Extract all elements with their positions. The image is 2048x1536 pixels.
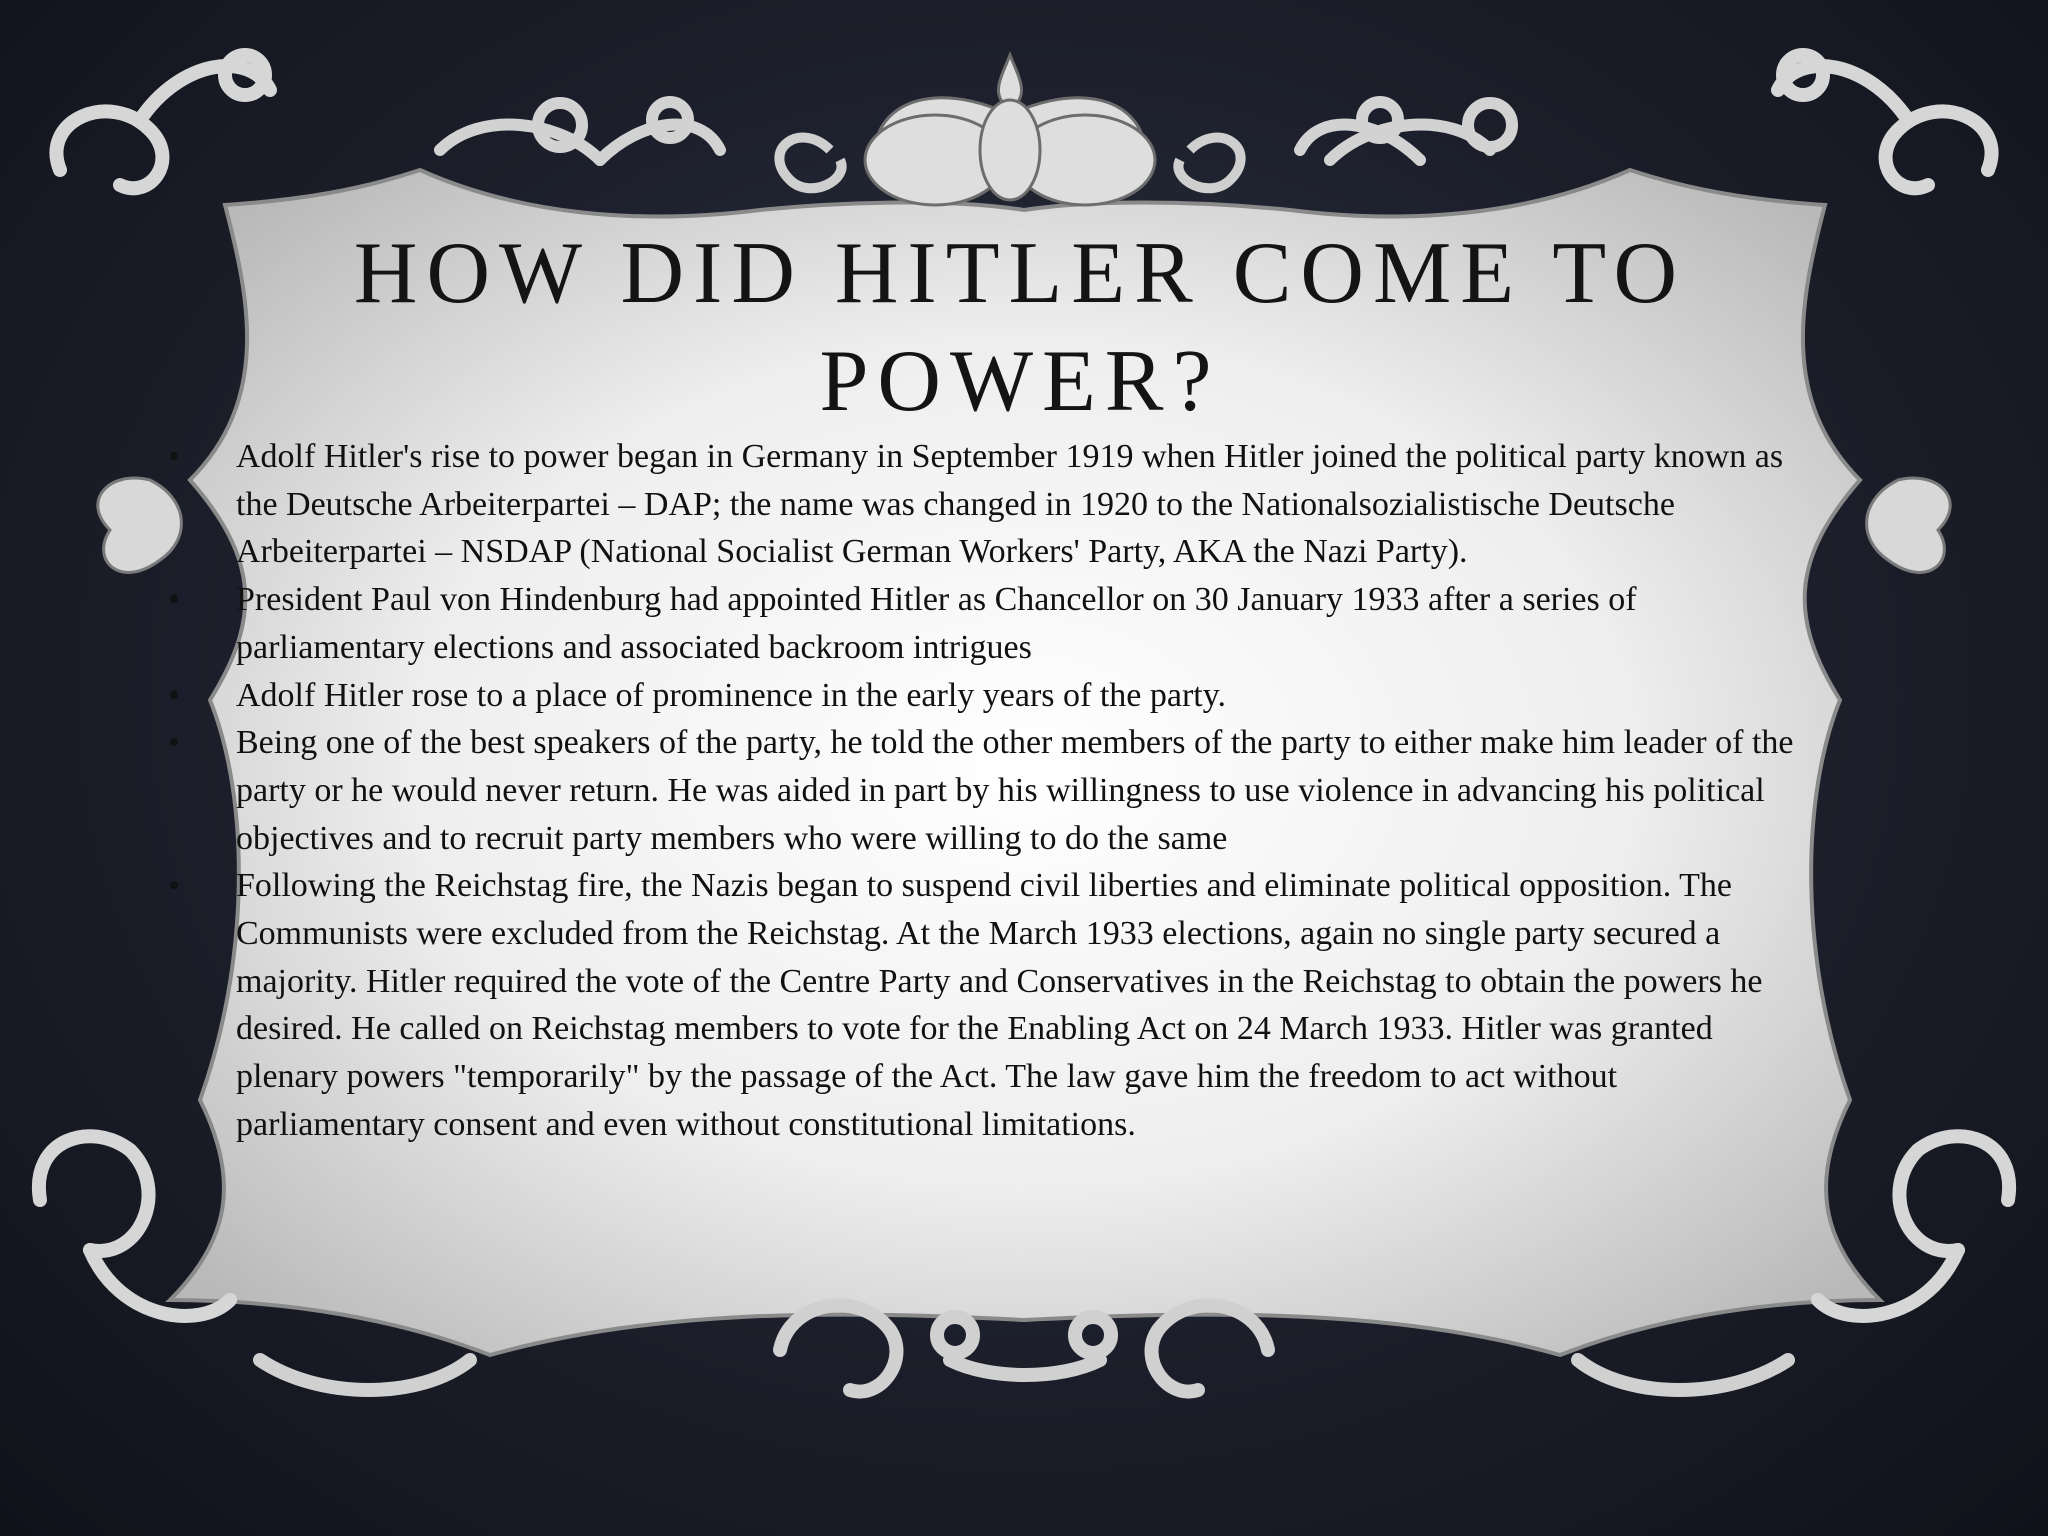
title-line-1: HOW DID HITLER COME TO (353, 225, 1687, 322)
bullet-item (168, 672, 1808, 720)
bullet-icon: • (168, 676, 180, 714)
bullet-icon: • (168, 581, 180, 619)
top-center-ornament (779, 55, 1240, 205)
bullet-item (168, 433, 1808, 576)
bullet-list (168, 433, 1808, 1149)
bullet-text: Adolf Hitler's rise to power began in Germany in September 1919 when Hitler joined the political party known as the Deutsche Arbeiterpartei – DAP; the name was changed in 1920 to the Nationalsozialistische Deutsche Arbeiterpartei – NSDAP (National Socialist German Workers' Party, AKA the Nazi Party). (236, 438, 1784, 571)
bullet-text: Adolf Hitler rose to a place of prominence in the early years of the party. (236, 676, 1227, 714)
bullet-icon: • (168, 867, 180, 905)
bullet-item (168, 862, 1808, 1148)
slide-title (230, 220, 1810, 436)
bullet-item (168, 576, 1808, 671)
bullet-icon: • (168, 724, 180, 762)
bullet-text: Following the Reichstag fire, the Nazis began to suspend civil liberties and eliminate political opposition. The Communists were excluded from the Reichstag. At the March 1933 elections, again no single party secured a majority. Hitler required the vote of the Centre Party and Conservatives in the Reichstag to obtain the powers he desired. He called on Reichstag members to vote for the Enabling Act on 24 March 1933. Hitler was granted plenary powers "temporarily" by the passage of the Act. The law gave him the freedom to act without parliamentary consent and even without constitutional limitations. (236, 867, 1763, 1143)
bullet-item (168, 719, 1808, 862)
bullet-text: Being one of the best speakers of the party, he told the other members of the party to either make him leader of the party or he would never return. He was aided in part by his willingness to use violence in advancing his political objectives and to recruit party members who were willing to do the same (236, 724, 1794, 857)
title-line-2: POWER? (819, 333, 1221, 430)
bullet-text: President Paul von Hindenburg had appointed Hitler as Chancellor on 30 January 1933 after a series of parliamentary elections and associated backroom intrigues (236, 581, 1637, 666)
bullet-icon: • (168, 438, 180, 475)
